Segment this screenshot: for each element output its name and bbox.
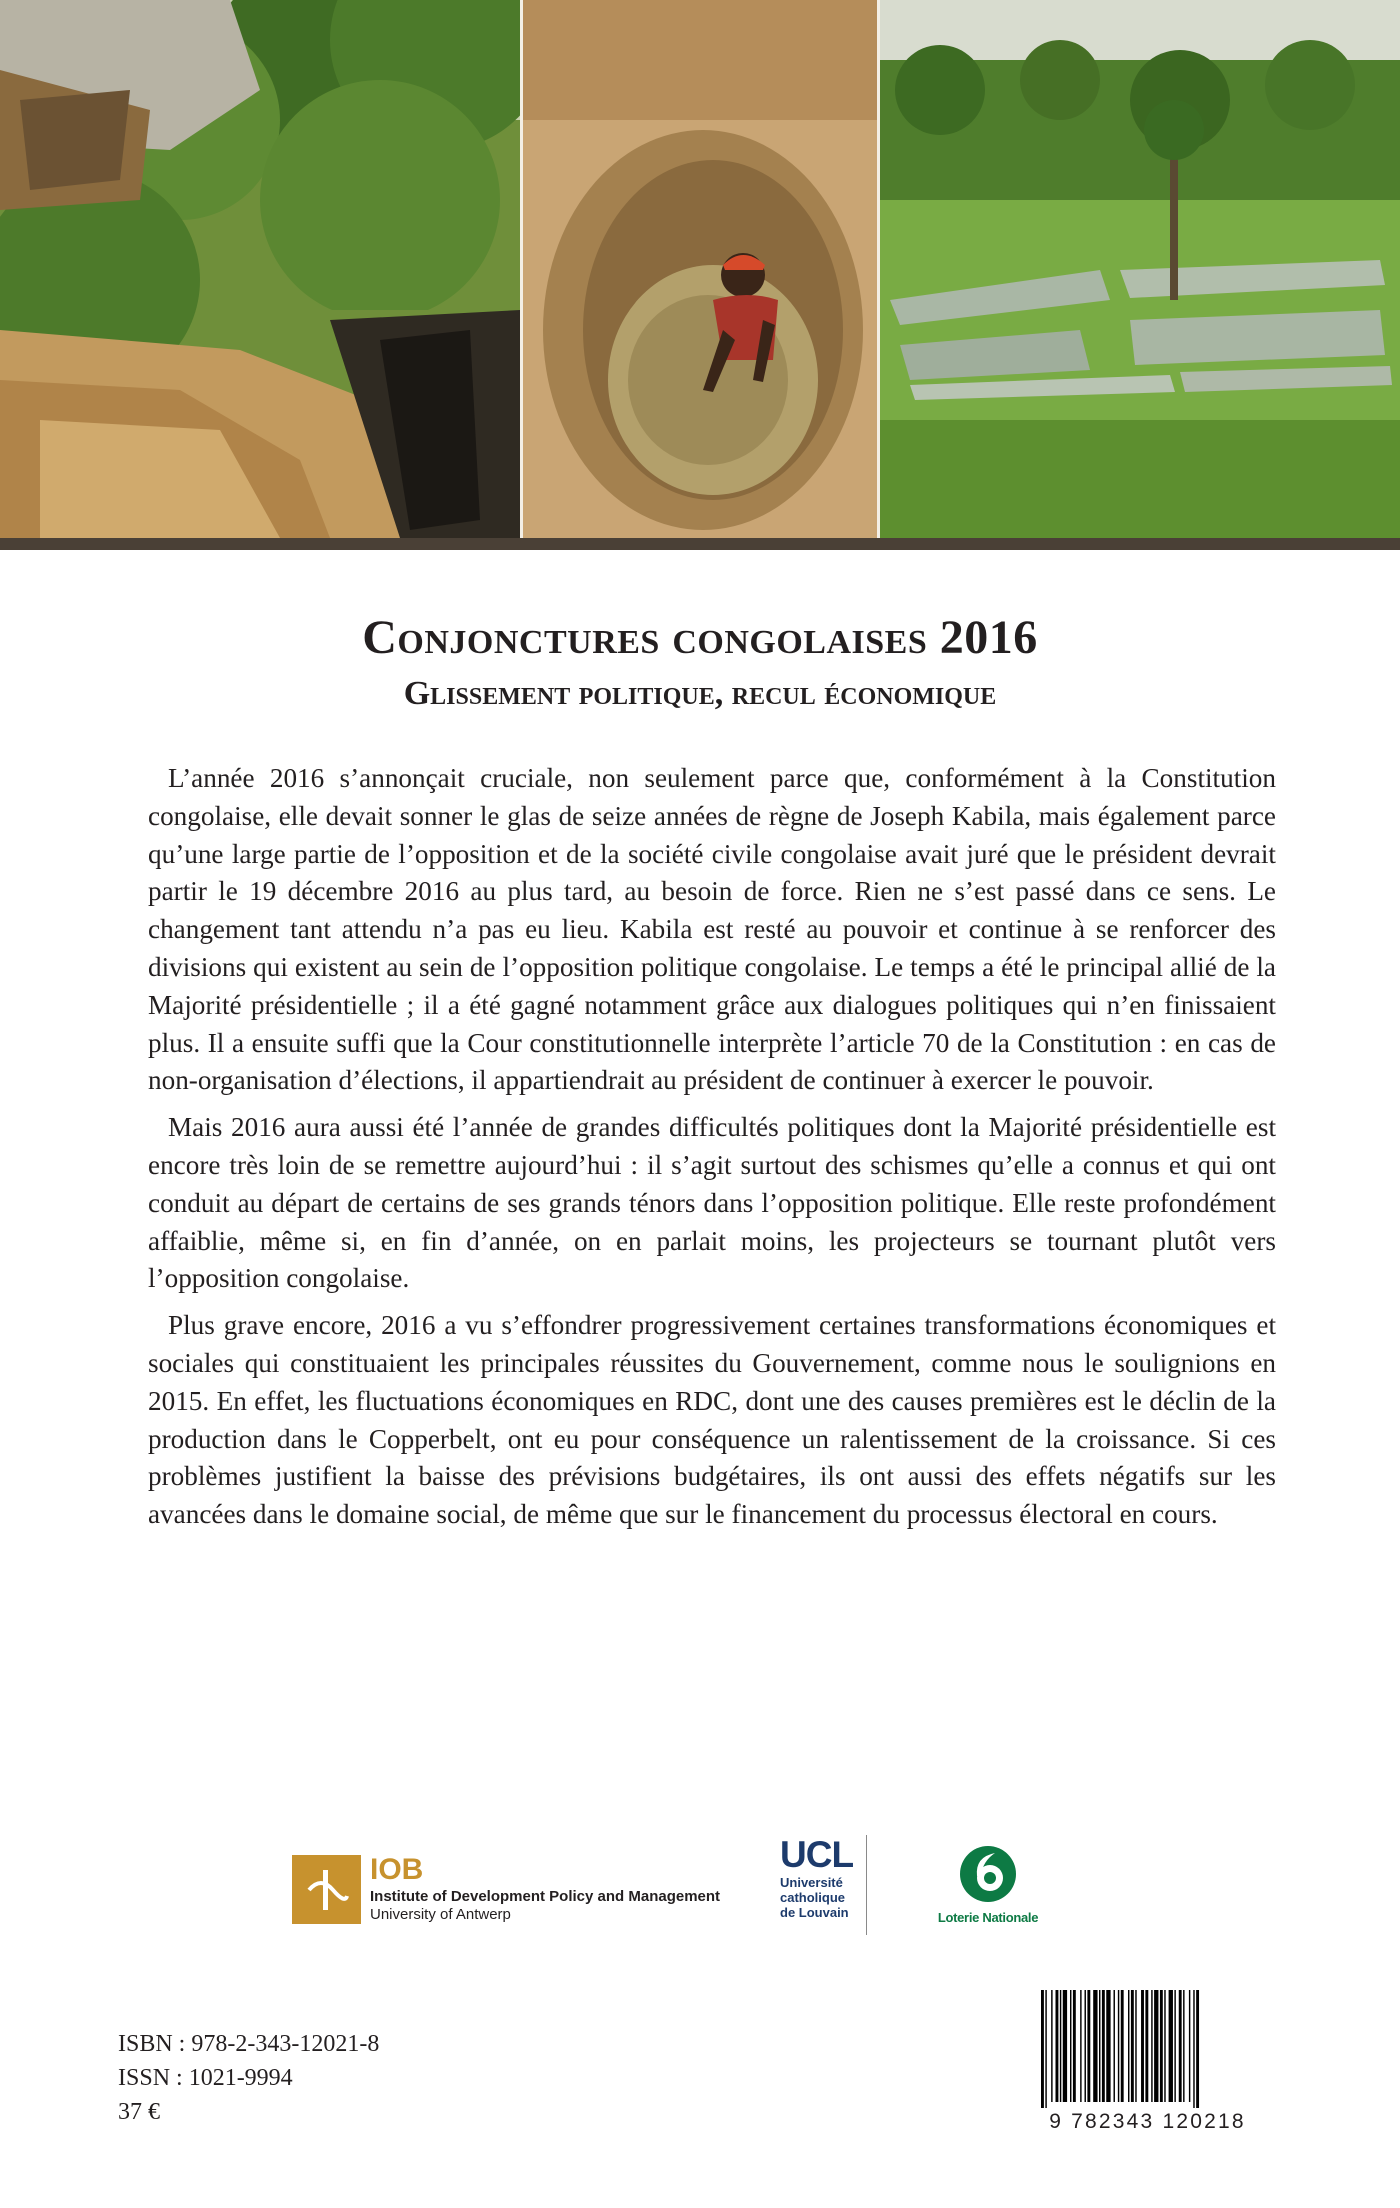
- barcode-bar: [1080, 1990, 1081, 2102]
- iob-emblem-icon: [292, 1855, 361, 1924]
- barcode-bar: [1041, 1990, 1044, 2108]
- ucl-logo: [780, 1835, 867, 1935]
- summary-paragraph-2: Mais 2016 aura aussi été l’année de grandes difficultés politiques dont la Majorité présidentielle est encore très loin de se remettre aujourd’hui : il s’agit surtout des schismes qu’elle a connus et qui ont conduit au départ de certains de ses grands ténors dans l’opposition politique. Elle reste profondément affaiblie, même si, en fin d’année, on en parlait moins, les projecteurs se tournant plutôt vers l’opposition congolaise.: [148, 1112, 1276, 1294]
- photo-miner-pit: [523, 0, 877, 538]
- barcode-bar: [1151, 1990, 1152, 2102]
- barcode: [1035, 1990, 1260, 2140]
- iob-logo: [292, 1855, 732, 1925]
- book-title: Conjonctures congolaises 2016: [362, 611, 1038, 664]
- photo-hillside-mine: [0, 0, 520, 538]
- loterie-nationale-logo: [933, 1845, 1043, 1925]
- barcode-bar: [1160, 1990, 1163, 2102]
- barcode-bar: [1183, 1990, 1184, 2102]
- summary-paragraph-1: L’année 2016 s’annonçait cruciale, non seulement parce que, conformément à la Constitution congolaise, elle devait sonner le glas de seize années de règne de Joseph Kabila, mais également parce qu’une large partie de l’opposition et de la société civile congolaise avait juré que le président devrait partir le 19 décembre 2016 au plus tard, au besoin de force. Rien ne s’est passé dans ce sens. Le changement tant attendu n’a pas eu lieu. Kabila est resté au pouvoir et continue à se renforcer des divisions qui existent au sein de l’opposition politique congolaise. Le temps a été le principal allié de la Majorité présidentielle ; il a été gagné notamment grâce aux dialogues politiques qui n’en finissaient plus. Il a ensuite suffi que la Cour constitutionnelle interprète l’article 70 de la Constitution : en cas de non-organisation d’élections, il appartiendrait au président de continuer à exercer le pouvoir.: [148, 763, 1276, 1096]
- barcode-bars: [1035, 1990, 1260, 2108]
- sponsor-logos: [0, 1835, 1400, 1945]
- price: 37 €: [118, 2099, 160, 2125]
- issn: ISSN : 1021-9994: [118, 2065, 293, 2091]
- loterie-label: Loterie Nationale: [937, 1910, 1039, 1925]
- barcode-bar: [1070, 1990, 1071, 2102]
- barcode-bar: [1174, 1990, 1175, 2102]
- barcode-digits: 9 782343 120218: [1049, 2110, 1246, 2133]
- barcode-bar: [1045, 1990, 1046, 2108]
- barcode-bar: [1145, 1990, 1148, 2102]
- barcode-bar: [1118, 1990, 1119, 2102]
- barcode-bar: [1128, 1990, 1129, 2102]
- iob-abbreviation: IOB: [370, 1853, 424, 1886]
- ucl-line-2: catholique: [780, 1890, 846, 1905]
- photo-fish-ponds: [880, 0, 1400, 538]
- barcode-bar: [1164, 1990, 1165, 2102]
- barcode-bar: [1179, 1990, 1182, 2102]
- barcode-bar: [1073, 1990, 1076, 2102]
- barcode-bar: [1169, 1990, 1173, 2102]
- barcode-bar: [1056, 1990, 1059, 2102]
- ucl-line-1: Université: [780, 1875, 843, 1890]
- barcode-bar: [1154, 1990, 1158, 2102]
- summary-paragraph-3: Plus grave encore, 2016 a vu s’effondrer progressivement certaines transformations économiques et sociales qui constituaient les principales réussites du Gouvernement, comme nous le soulignions en 2015. En effet, les fluctuations économiques en RDC, dont une des causes premières est le déclin de la production dans le Copperbelt, ont eu pour conséquence un ralentissement de la croissance. Si ces problèmes justifient la baisse des prévisions budgétaires, ils ont aussi des effets négatifs sur les avancées dans le domaine social, de même que sur le financement du processus électoral en cours.: [148, 1310, 1276, 1530]
- title-block: [0, 608, 1400, 716]
- barcode-bar: [1087, 1990, 1090, 2102]
- barcode-bar: [1135, 1990, 1136, 2102]
- barcode-bar: [1063, 1990, 1067, 2102]
- barcode-bar: [1051, 1990, 1052, 2102]
- publication-info: [118, 2027, 379, 2129]
- barcode-bar: [1093, 1990, 1097, 2102]
- isbn: ISBN : 978-2-343-12021-8: [118, 2031, 380, 2057]
- photo-strip: [0, 0, 1400, 550]
- barcode-bar: [1196, 1990, 1199, 2108]
- barcode-bar: [1193, 1990, 1194, 2108]
- back-cover-summary: [148, 760, 1276, 1543]
- barcode-bar: [1102, 1990, 1105, 2102]
- barcode-bar: [1106, 1990, 1110, 2102]
- book-subtitle: Glissement politique, recul économique: [403, 675, 997, 712]
- iob-university: University of Antwerp: [370, 1906, 511, 1923]
- ucl-line-3: de Louvain: [780, 1905, 849, 1920]
- ucl-abbreviation: UCL: [780, 1834, 854, 1875]
- barcode-bar: [1060, 1990, 1061, 2102]
- barcode-bar: [1121, 1990, 1124, 2102]
- barcode-bar: [1085, 1990, 1086, 2102]
- barcode-bar: [1141, 1990, 1144, 2102]
- barcode-bar: [1131, 1990, 1134, 2102]
- barcode-bar: [1114, 1990, 1115, 2102]
- barcode-bar: [1189, 1990, 1190, 2102]
- iob-full-name: Institute of Development Policy and Management: [370, 1888, 721, 1905]
- barcode-bar: [1099, 1990, 1100, 2102]
- loterie-emblem-icon: [959, 1845, 1017, 1903]
